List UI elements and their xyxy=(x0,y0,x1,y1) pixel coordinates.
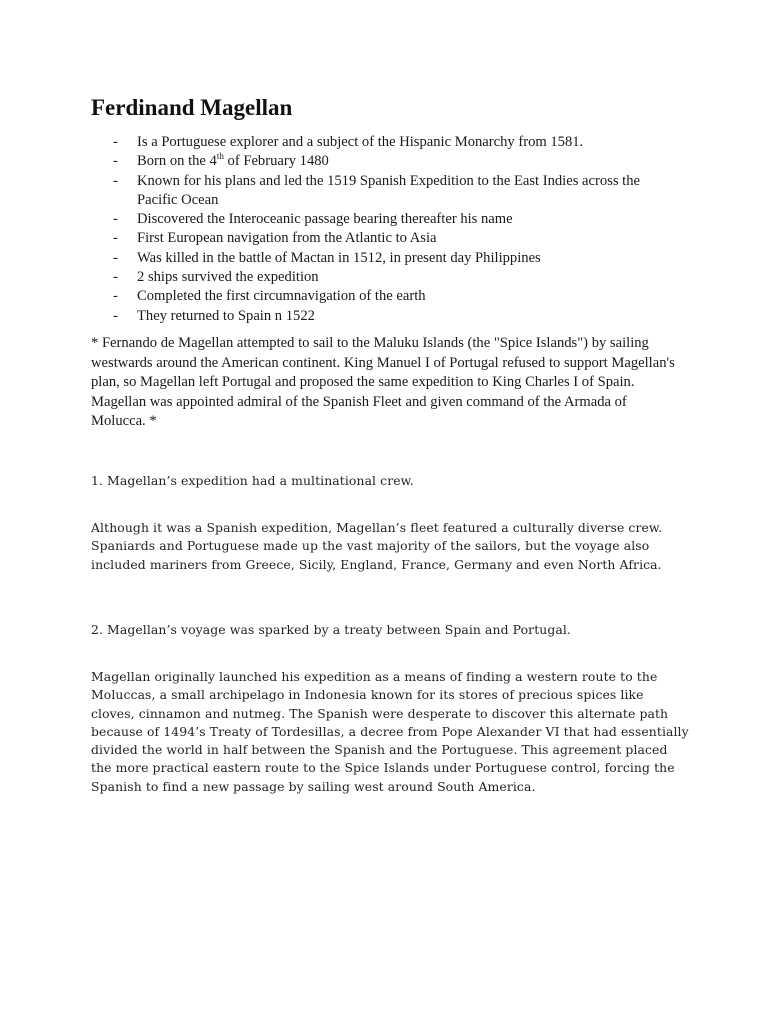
list-item-text: Completed the first circumnavigation of the earth xyxy=(137,288,426,305)
document-title: Ferdinand Magellan xyxy=(91,95,293,120)
list-dash: - xyxy=(113,211,118,228)
list-item xyxy=(113,152,673,171)
list-dash: - xyxy=(113,269,118,286)
section-paragraph: Although it was a Spanish expedition, Magellan’s fleet featured a culturally diverse crew. Spaniards and Portuguese made up the vast majority of the sailors, but the voyage also included mariners from Greece, Sicily, England, France, Germany and even North Africa. xyxy=(91,520,663,572)
list-item-text: Known for his plans and led the 1519 Spanish Expedition to the East Indies across the Pacific Ocean xyxy=(137,172,640,208)
list-dash: - xyxy=(113,249,118,266)
intro-paragraph: * Fernando de Magellan attempted to sail to the Maluku Islands (the "Spice Islands") by sailing westwards around the American continent. King Manuel I of Portugal refused to support Magellan's plan, so Magellan left Portugal and proposed the same expedition to King Charles I of Spain. Magellan was appointed admiral of the Spanish Fleet and given command of the Armada of Molucca. * xyxy=(91,335,675,430)
list-dash: - xyxy=(113,230,118,247)
list-item xyxy=(113,249,673,268)
list-dash: - xyxy=(113,153,118,170)
list-item-text xyxy=(137,153,329,169)
list-item-text: 2 ships survived the expedition xyxy=(137,269,319,286)
list-item xyxy=(113,172,673,211)
list-item-text: Is a Portuguese explorer and a subject of the Hispanic Monarchy from 1581. xyxy=(137,134,584,150)
list-dash: - xyxy=(113,134,118,150)
list-item-text: First European navigation from the Atlantic to Asia xyxy=(137,230,437,247)
list-dash: - xyxy=(113,172,118,189)
list-item xyxy=(113,229,673,248)
list-dash: - xyxy=(113,307,118,324)
list-item-text-start: Born on the 4 xyxy=(137,153,217,170)
section-heading: 2. Magellan’s voyage was sparked by a treaty between Spain and Portugal. xyxy=(91,622,571,637)
ordinal-suffix: th xyxy=(216,151,224,162)
list-item xyxy=(113,210,673,229)
section-heading: 1. Magellan’s expedition had a multinational crew. xyxy=(91,473,414,488)
fact-list xyxy=(113,133,673,326)
list-dash: - xyxy=(113,288,118,305)
list-item xyxy=(113,268,673,287)
list-item xyxy=(113,287,673,306)
list-item xyxy=(113,133,673,152)
list-item-text-end: of February 1480 xyxy=(223,153,329,170)
list-item-text: Was killed in the battle of Mactan in 1512, in present day Philippines xyxy=(137,249,541,266)
list-item-text: They returned to Spain n 1522 xyxy=(137,307,315,324)
section-paragraph: Magellan originally launched his expedition as a means of finding a western route to the Moluccas, a small archipelago in Indonesia known for its stores of precious spices like cloves, cinnamon and nutmeg. The Spanish were desperate to discover this alternate path because of 1494’s Treaty of Tordesillas, a decree from Pope Alexander VI that had essentially divided the world in half between the Spanish and the Portuguese. This agreement placed the more practical eastern route to the Spice Islands under Portuguese control, forcing the Spanish to find a new passage by sailing west around South America. xyxy=(91,669,689,794)
list-item-text: Discovered the Interoceanic passage bearing thereafter his name xyxy=(137,211,513,228)
list-item xyxy=(113,307,673,326)
